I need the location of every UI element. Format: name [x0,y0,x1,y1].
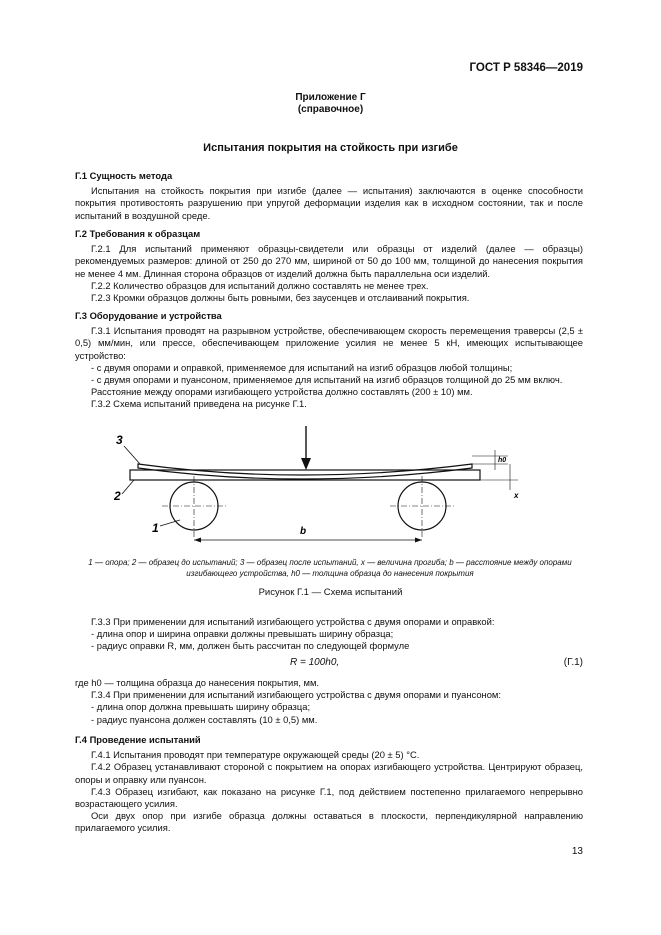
section-g3-where [75,677,583,726]
section-g1 [75,170,583,222]
bending-test-diagram [100,420,530,550]
dimension-x-label: x [514,491,519,500]
label-3: 3 [116,433,123,447]
paragraph: Г.3.3 При применении для испытаний изгибающего устройства с двумя опорами и оправкой: [91,616,495,627]
annex-title: Приложение Г [295,92,366,103]
main-title: Испытания покрытия на стойкость при изгибе [203,142,458,154]
page-number: 13 [571,846,583,857]
section-g3-continued [75,616,583,653]
paragraph: Испытания на стойкость покрытия при изгибе (далее — испытания) заключаются в оценке способности покрытия противостоять разрушению при упругой деформации изделия как в исходном состоянии, так и после испытаний в воздушной среде. [75,185,583,221]
paragraph: - длина опор и ширина оправки должны превышать ширину образца; [91,628,394,640]
paragraph: Г.4.1 Испытания проводят при температуре окружающей среды (20 ± 5) °С. [91,749,420,761]
paragraph: - длина опор должна превышать ширину образца; [91,701,311,713]
paragraph: Г.3.2 Схема испытаний приведена на рисунке Г.1. [91,398,307,410]
dimension-b-label: b [300,526,307,537]
paragraph: где h0 — толщина образца до нанесения покрытия, мм. [75,677,320,688]
paragraph: - с двумя опорами и оправкой, применяемое для испытаний на изгиб образцов любой толщины; [91,361,513,373]
label-1: 1 [152,521,159,535]
formula: R = 100h0, [290,657,340,668]
paragraph: Г.4.3 Образец изгибают, как показано на рисунке Г.1, под действием постепенно прилагаемого непрерывно возрастающего усилия. [75,785,583,810]
annex-subtitle: (справочное) [297,104,364,115]
section-g4 [75,734,583,835]
figure-legend-line: изгибающего устройства, h0 — толщина образца до нанесения покрытия [186,569,474,578]
paragraph: Оси двух опор при изгибе образца должны оставаться в плоскости, перпендикулярной направлению прилагаемого усилия. [75,810,583,834]
section-g3 [75,310,583,411]
paragraph: Г.3.4 При применении для испытаний изгибающего устройства с двумя опорами и пуансоном: [91,689,501,701]
document-code: ГОСТ Р 58346—2019 [469,62,583,74]
label-2: 2 [114,489,121,503]
figure-caption: Рисунок Г.1 — Схема испытаний [258,587,403,598]
section-heading: Г.1 Сущность метода [75,170,173,181]
paragraph: - радиус пуансона должен составлять (10 ± 0,5) мм. [91,713,318,725]
equation-number: (Г.1) [563,657,583,668]
paragraph: Расстояние между опорами изгибающего устройства должно составлять (200 ± 10) мм. [91,386,473,398]
section-g2 [75,228,583,304]
paragraph: Г.2.1 Для испытаний применяют образцы-свидетели или образцы от изделий (далее — образцы) рекомендуемых размеров: длиной от 250 до 270 мм, шириной от 50 до 100 мм, толщиной до нанесения покрытия не менее 4 мм. Длинная сторона образцов от изделий должна быть параллельна оси изделий. [75,243,583,279]
section-heading: Г.4 Проведение испытаний [75,734,201,745]
paragraph: Г.2.3 Кромки образцов должны быть ровными, без заусенцев и отслаиваний покрытия. [91,292,470,304]
section-heading: Г.3 Оборудование и устройства [75,310,222,321]
dimension-h0-label: h0 [498,457,507,464]
paragraph: Г.4.2 Образец устанавливают стороной с покрытием на опорах изгибающего устройства. Центрируют образец, опоры и оправку или пуансон. [75,761,583,785]
paragraph: Г.2.2 Количество образцов для испытаний должно составлять не менее трех. [91,279,429,291]
section-heading: Г.2 Требования к образцам [75,228,201,239]
figure-legend-line: 1 — опора; 2 — образец до испытаний; 3 — образец после испытаний, x — величина прогиба; b — расстояние между опорами [88,558,572,567]
figure-legend [40,557,620,579]
paragraph: - радиус оправки R, мм, должен быть рассчитан по следующей формуле [91,640,410,652]
paragraph: Г.3.1 Испытания проводят на разрывном устройстве, обеспечивающем скорость перемещения траверсы (2,5 ± 0,5) мм/мин, или прессе, обеспечивающем приложение усилия не менее 5 кН, имеющих испытывающее устройство: [75,325,583,361]
paragraph: - с двумя опорами и пуансоном, применяемое для испытаний на изгиб образцов толщиной до 25 мм включ. [91,374,563,386]
